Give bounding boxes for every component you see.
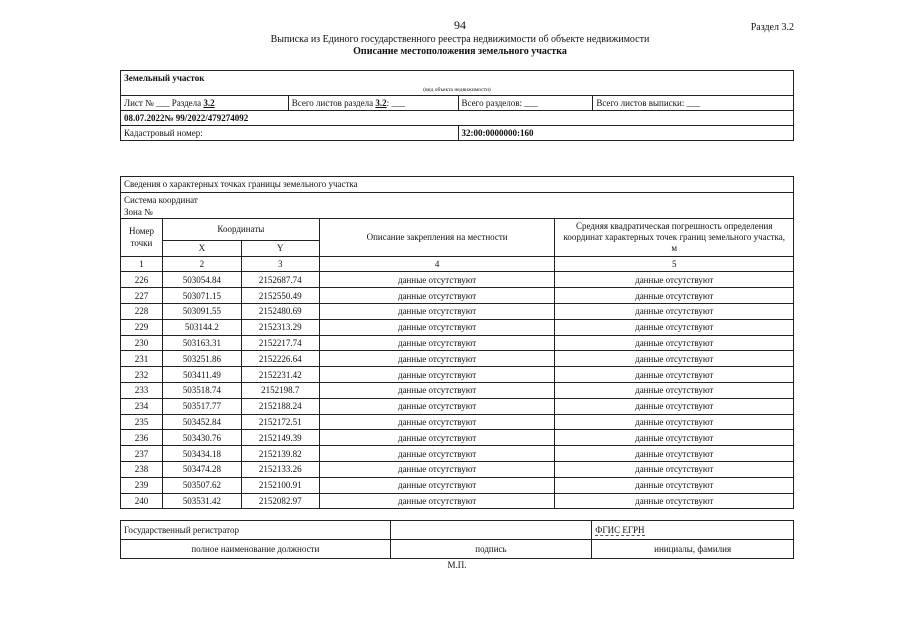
document-title: Выписка из Единого государственного реестра недвижимости об объекте недвижимости — [270, 34, 650, 45]
total-sheets-extract-blank: ___ — [686, 98, 701, 108]
error-value: данные отсутствуют — [555, 430, 794, 446]
table-row — [121, 382, 794, 398]
point-number: 238 — [121, 461, 163, 477]
description: данные отсутствуют — [319, 272, 555, 288]
coord-x: 503507.62 — [162, 477, 241, 493]
description: данные отсутствуют — [319, 493, 555, 509]
point-number: 231 — [121, 351, 163, 367]
coord-x: 503071.15 — [162, 288, 241, 304]
system-label: ФГИС ЕГРН — [595, 524, 645, 535]
error-value: данные отсутствуют — [555, 446, 794, 462]
coord-x: 503144.2 — [162, 319, 241, 335]
coord-x: 503434.18 — [162, 446, 241, 462]
cadastral-label: Кадастровый номер: — [121, 126, 459, 141]
description: данные отсутствуют — [319, 288, 555, 304]
total-sheets-section-value: 3.2 — [375, 98, 387, 108]
table-row — [121, 303, 794, 319]
signature-table — [120, 520, 794, 559]
col-description-header: Описание закрепления на местности — [319, 218, 555, 256]
error-value: данные отсутствуют — [555, 367, 794, 383]
total-sheets-section-label: Всего листов раздела — [291, 98, 374, 108]
table-row — [121, 446, 794, 462]
coord-y: 2152231.42 — [241, 367, 319, 383]
coord-x: 503518.74 — [162, 382, 241, 398]
position-caption: полное наименование должности — [121, 540, 391, 559]
point-number: 240 — [121, 493, 163, 509]
col-number-header: Номер точки — [121, 218, 163, 256]
table-row — [121, 367, 794, 383]
col-y-header: Y — [241, 240, 319, 256]
initials-caption: инициалы, фамилия — [592, 540, 794, 559]
signature-field — [390, 521, 592, 540]
coord-x: 503474.28 — [162, 461, 241, 477]
coord-y: 2152149.39 — [241, 430, 319, 446]
description: данные отсутствуют — [319, 398, 555, 414]
object-type: Земельный участок — [121, 71, 794, 86]
coord-y: 2152100.91 — [241, 477, 319, 493]
table-row — [121, 414, 794, 430]
object-type-caption: (вид объекта недвижимости) — [121, 86, 794, 96]
point-number: 235 — [121, 414, 163, 430]
point-number: 234 — [121, 398, 163, 414]
coord-y: 2152082.97 — [241, 493, 319, 509]
error-value: данные отсутствуют — [555, 319, 794, 335]
section-of-sheet-label: Раздела — [171, 98, 202, 108]
coord-y: 2152188.24 — [241, 398, 319, 414]
description: данные отсутствуют — [319, 477, 555, 493]
registrar-label: Государственный регистратор — [121, 521, 391, 540]
total-sections-blank: ___ — [524, 98, 538, 108]
table-row — [121, 430, 794, 446]
total-sheets-section-cell — [288, 96, 458, 111]
section-of-sheet-value: 3.2 — [203, 98, 215, 108]
coord-y: 2152226.64 — [241, 351, 319, 367]
table-row — [121, 335, 794, 351]
table-row — [121, 461, 794, 477]
coord-y: 2152217.74 — [241, 335, 319, 351]
signature-caption: подпись — [390, 540, 592, 559]
coord-x: 503517.77 — [162, 398, 241, 414]
error-value: данные отсутствуют — [555, 303, 794, 319]
point-number: 237 — [121, 446, 163, 462]
date-number: 08.07.2022№ 99/2022/479274092 — [121, 111, 794, 126]
point-number: 232 — [121, 367, 163, 383]
coord-y: 2152550.49 — [241, 288, 319, 304]
coord-y: 2152198.7 — [241, 382, 319, 398]
table-row — [121, 272, 794, 288]
error-value: данные отсутствуют — [555, 351, 794, 367]
coord-x: 503163.31 — [162, 335, 241, 351]
coord-y: 2152687.74 — [241, 272, 319, 288]
error-value: данные отсутствуют — [555, 477, 794, 493]
table-row — [121, 398, 794, 414]
total-sheets-extract-label: Всего листов выписки: — [596, 98, 685, 108]
coord-y: 2152133.26 — [241, 461, 319, 477]
table-row — [121, 319, 794, 335]
zone-label: Зона № — [124, 206, 153, 217]
point-number: 239 — [121, 477, 163, 493]
total-sheets-section-colon: : — [386, 98, 390, 108]
description: данные отсутствуют — [319, 351, 555, 367]
total-sheets-section-blank: ___ — [391, 98, 405, 108]
error-value: данные отсутствуют — [555, 272, 794, 288]
coord-system-label: Система координат — [124, 194, 198, 205]
error-value: данные отсутствуют — [555, 414, 794, 430]
point-number: 227 — [121, 288, 163, 304]
col-x-header: X — [162, 240, 241, 256]
document-subtitle: Описание местоположения земельного участка — [353, 46, 567, 57]
boundary-points-table — [120, 176, 794, 509]
col-index-1: 1 — [121, 256, 163, 272]
description: данные отсутствуют — [319, 303, 555, 319]
col-error-header: Средняя квадратическая погрешность определения координат характерных точек границ земельного участка, м — [555, 218, 794, 256]
error-value: данные отсутствуют — [555, 335, 794, 351]
system-cell — [592, 521, 794, 540]
point-number: 236 — [121, 430, 163, 446]
cadastral-number: 32:00:0000000:160 — [458, 126, 793, 141]
error-value: данные отсутствуют — [555, 398, 794, 414]
stamp-label: М.П. — [447, 560, 467, 570]
error-value: данные отсутствуют — [555, 288, 794, 304]
point-number: 226 — [121, 272, 163, 288]
section-label: Раздел 3.2 — [750, 22, 794, 33]
error-value: данные отсутствуют — [555, 461, 794, 477]
table-row — [121, 288, 794, 304]
table-row — [121, 477, 794, 493]
description: данные отсутствуют — [319, 414, 555, 430]
description: данные отсутствуют — [319, 335, 555, 351]
coord-x: 503054.84 — [162, 272, 241, 288]
coord-y: 2152139.82 — [241, 446, 319, 462]
point-number: 228 — [121, 303, 163, 319]
error-value: данные отсутствуют — [555, 493, 794, 509]
table-row — [121, 493, 794, 509]
points-title: Сведения о характерных точках границы земельного участка — [121, 177, 794, 193]
sheet-label: Лист № — [124, 98, 154, 108]
total-sections-cell — [458, 96, 593, 111]
sheet-number-cell — [121, 96, 289, 111]
col-coords-header: Координаты — [162, 218, 319, 240]
coord-x: 503091.55 — [162, 303, 241, 319]
description: данные отсутствуют — [319, 382, 555, 398]
col-index-5: 5 — [555, 256, 794, 272]
object-info-table — [120, 70, 794, 141]
coord-x: 503531.42 — [162, 493, 241, 509]
coord-x: 503411.49 — [162, 367, 241, 383]
coord-x: 503251.86 — [162, 351, 241, 367]
error-value: данные отсутствуют — [555, 382, 794, 398]
sheet-blank: ___ — [155, 98, 170, 108]
coord-y: 2152480.69 — [241, 303, 319, 319]
description: данные отсутствуют — [319, 461, 555, 477]
col-index-3: 3 — [241, 256, 319, 272]
coord-system-cell — [121, 192, 794, 218]
coord-x: 503430.76 — [162, 430, 241, 446]
coord-x: 503452.84 — [162, 414, 241, 430]
point-number: 233 — [121, 382, 163, 398]
description: данные отсутствуют — [319, 430, 555, 446]
description: данные отсутствуют — [319, 319, 555, 335]
total-sections-label: Всего разделов: — [461, 98, 523, 108]
coord-y: 2152172.51 — [241, 414, 319, 430]
coord-y: 2152313.29 — [241, 319, 319, 335]
description: данные отсутствуют — [319, 367, 555, 383]
col-index-2: 2 — [162, 256, 241, 272]
points-body — [121, 272, 794, 509]
col-index-4: 4 — [319, 256, 555, 272]
description: данные отсутствуют — [319, 446, 555, 462]
table-row — [121, 351, 794, 367]
total-sheets-extract-cell — [593, 96, 794, 111]
point-number: 229 — [121, 319, 163, 335]
point-number: 230 — [121, 335, 163, 351]
page-number: 94 — [454, 18, 466, 32]
